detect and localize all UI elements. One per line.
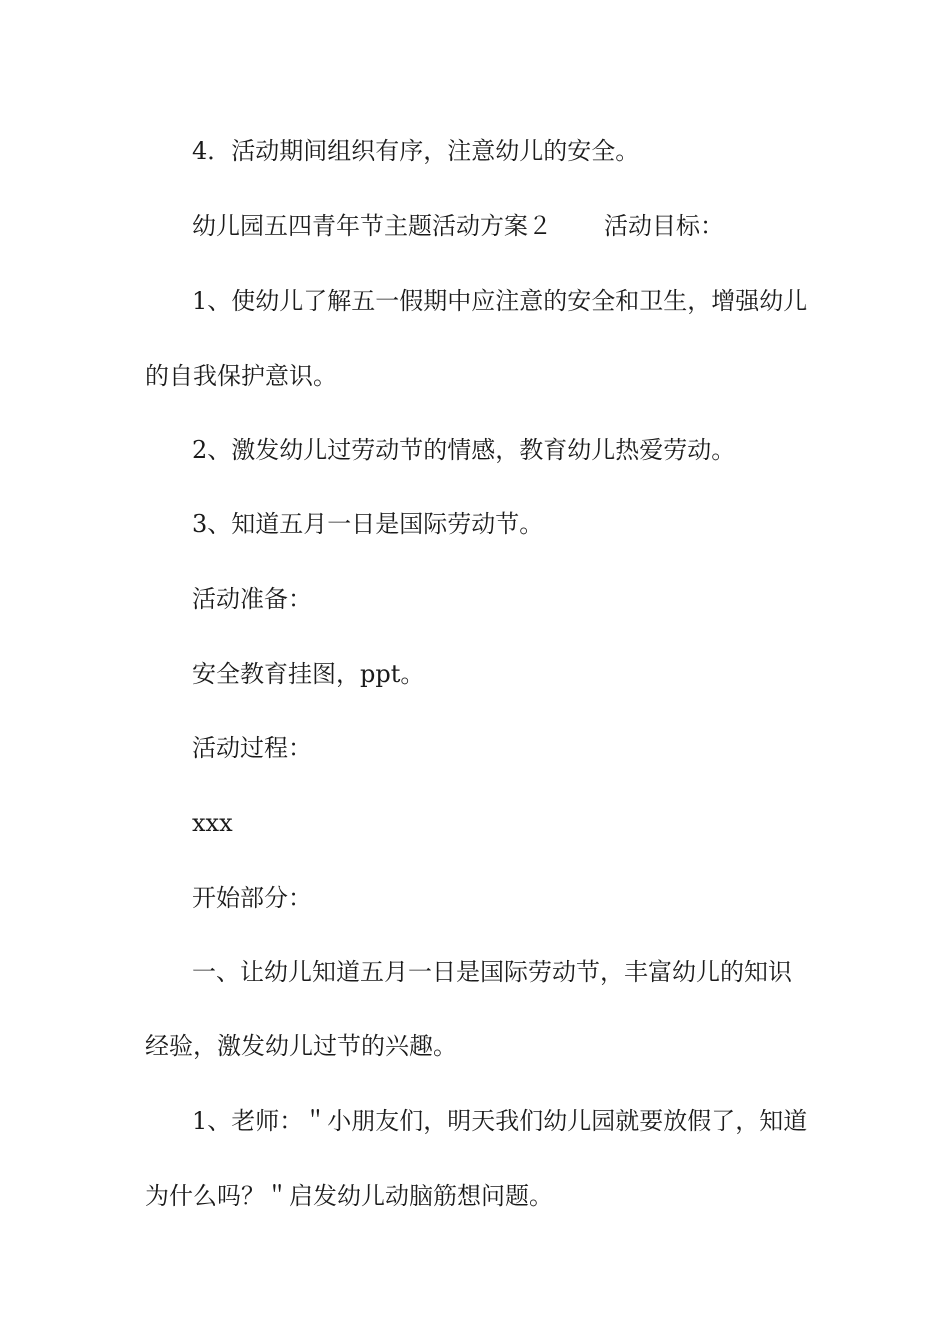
heading-process: 活动过程： xyxy=(192,734,312,762)
heading-preparation: 活动准备： xyxy=(192,585,312,613)
heading-objectives: 活动目标： xyxy=(604,212,724,240)
paragraph-line: 经验，激发幼儿过节的兴趣。 xyxy=(145,1032,457,1060)
paragraph-line: 1、使幼儿了解五一假期中应注意的安全和卫生，增强幼儿 xyxy=(192,287,808,315)
paragraph-line: 3、知道五月一日是国际劳动节。 xyxy=(192,510,544,538)
section-title-line xyxy=(192,211,862,241)
paragraph-line: xxx xyxy=(192,809,233,837)
paragraph-line: 的自我保护意识。 xyxy=(145,362,337,390)
paragraph-line: 为什么吗？＂启发幼儿动脑筋想问题。 xyxy=(145,1182,553,1210)
section-title: 幼儿园五四青年节主题活动方案２ xyxy=(192,212,552,240)
paragraph-line: 4．活动期间组织有序，注意幼儿的安全。 xyxy=(192,137,640,165)
heading-beginning: 开始部分： xyxy=(192,884,312,912)
paragraph-line: 2、激发幼儿过劳动节的情感，教育幼儿热爱劳动。 xyxy=(192,436,736,464)
paragraph-line: 一、让幼儿知道五月一日是国际劳动节，丰富幼儿的知识 xyxy=(192,958,792,986)
paragraph-line: 1、老师：＂小朋友们，明天我们幼儿园就要放假了，知道 xyxy=(192,1107,808,1135)
paragraph-line: 安全教育挂图，ppt。 xyxy=(192,660,425,688)
